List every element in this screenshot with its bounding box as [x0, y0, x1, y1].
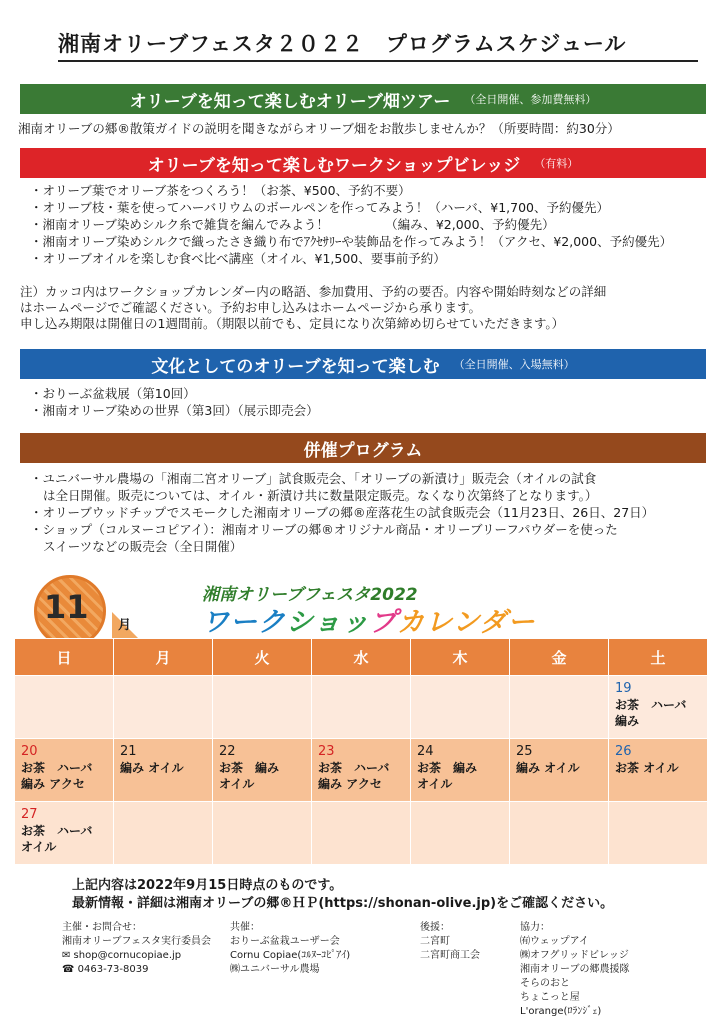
kyosai-heading-band — [20, 433, 706, 463]
footer-line: 共催： — [230, 922, 260, 933]
calendar-event: お茶 編み — [417, 761, 478, 775]
weekday-header: 金 — [510, 639, 609, 676]
workshop-item: ・ 湘南オリーブ染めシルク糸で雑貨を編んでみよう！ （編み、¥2,000、予約優先） — [30, 216, 672, 233]
calendar-week-row — [15, 739, 708, 802]
calendar-title-part: ショッ — [286, 607, 370, 638]
calendar-day-cell — [510, 676, 609, 739]
calendar-week-row — [15, 802, 708, 865]
footer-line: おりーぶ盆栽ユーザー会 — [230, 936, 340, 947]
kyosai-line: ・ ショップ（コルヌーコピアイ）：湘南オリーブの郷®オリジナル商品・オリーブリーフパウダーを使った — [30, 521, 654, 538]
workshop-item: ・ オリーブ葉でオリーブ茶をつくろう！（お茶、¥500、予約不要） — [30, 182, 672, 199]
workshop-heading: オリーブを知って楽しむワークショップビレッジ — [147, 155, 521, 176]
weekday-header: 木 — [411, 639, 510, 676]
footer-line: ㈱オフグリッドビレッジ — [520, 950, 629, 961]
calendar-day-cell — [411, 802, 510, 865]
culture-heading: 文化としてのオリーブを知って楽しむ — [151, 356, 440, 377]
tour-subheading: （全日開催、参加費無料） — [464, 93, 597, 106]
note-line: 申し込み期限は開催日の1週間前。（期限以前でも、定員になり次第締め切らせていただきます。） — [20, 316, 565, 331]
workshop-note — [20, 284, 606, 332]
weekday-header: 水 — [312, 639, 411, 676]
calendar-day-cell — [15, 739, 114, 802]
footer-line: 協力： — [520, 922, 550, 933]
weekday-header: 火 — [213, 639, 312, 676]
calendar-event: お茶 ハーバ — [21, 761, 93, 775]
calendar-event: お茶 ハーバ — [615, 698, 687, 712]
footer-line: 主催・お問合せ： — [62, 922, 142, 933]
calendar-event: オイル — [417, 777, 453, 791]
calendar-day-cell — [114, 676, 213, 739]
note-line: 注）カッコ内はワークショップカレンダー内の略語、参加費用、予約の要否。内容や開始時刻などの詳細 — [20, 284, 607, 299]
note-line: はホームページでご確認ください。予約お申し込みはホームページから承ります。 — [20, 300, 482, 315]
weekday-header: 日 — [15, 639, 114, 676]
kyosai-heading: 併催プログラム — [303, 440, 423, 461]
month-number: 11 — [44, 588, 89, 626]
culture-list — [30, 385, 319, 419]
calendar-event: お茶 ハーバ — [318, 761, 390, 775]
footer-line: ㈱ユニバーサル農場 — [230, 964, 320, 975]
calendar-title-part: ワーク — [202, 607, 286, 638]
calendar-title-part: カレンダー — [397, 607, 536, 638]
calendar-day-cell — [213, 802, 312, 865]
calendar-day-cell — [312, 739, 411, 802]
kyosai-line: ・ ユニバーサル農場の「湘南二宮オリーブ」試食販売会、「オリーブの新漬け」販売会（オイルの試食 — [30, 470, 654, 487]
tour-heading: オリーブを知って楽しむオリーブ畑ツアー — [129, 91, 451, 112]
workshop-subheading: （有料） — [534, 157, 579, 170]
kyosai-line: ・ オリーブウッドチップでスモークした湘南オリーブの郷®産落花生の試食販売会（11月23日、26日、27日） — [30, 504, 654, 521]
workshop-item: ・ オリーブ枝・葉を使ってハーバリウムのボールペンを作ってみよう！（ハーバ、¥1,700、予約優先） — [30, 199, 672, 216]
calendar-day-cell — [411, 676, 510, 739]
calendar-day-number: 25 — [516, 744, 533, 759]
calendar-day-cell — [213, 676, 312, 739]
footer-line: 湘南オリーブの郷農援隊 — [520, 964, 630, 975]
footer-phone: ☎ 0463-73-8039 — [62, 964, 149, 975]
calendar-event: 編み — [615, 714, 640, 728]
info-line: 最新情報・詳細は湘南オリーブの郷®ＨＰ(https://shonan-olive.jp)をご確認ください。 — [72, 896, 614, 911]
footer-line: 湘南オリーブフェスタ実行委員会 — [62, 936, 211, 947]
calendar-week-row — [15, 676, 708, 739]
culture-heading-band — [20, 349, 706, 379]
page-title: 湘南オリーブフェスタ２０２２ プログラムスケジュール — [58, 28, 698, 62]
calendar-event: お茶 オイル — [615, 761, 679, 775]
culture-item: ・ おりーぶ盆栽展（第10回） — [30, 385, 319, 402]
workshop-item: ・ オリーブオイルを楽しむ食べ比べ講座（オイル、¥1,500、要事前予約） — [30, 250, 672, 267]
workshop-heading-band — [20, 148, 706, 178]
calendar-day-cell — [213, 739, 312, 802]
calendar-event: 編み アクセ — [21, 777, 85, 791]
calendar-day-cell — [609, 676, 708, 739]
festa-name: 湘南オリーブフェスタ2022 — [202, 585, 418, 605]
calendar-day-number: 23 — [318, 744, 335, 759]
calendar-event: お茶 ハーバ — [21, 824, 93, 838]
calendar-day-cell — [510, 802, 609, 865]
calendar-day-cell — [312, 802, 411, 865]
calendar-day-number: 26 — [615, 744, 632, 759]
tour-description: 湘南オリーブの郷®散策ガイドの説明を聞きながらオリーブ畑をお散歩しませんか？（所要時間：約30分） — [18, 121, 620, 136]
calendar-day-cell — [15, 802, 114, 865]
kyosai-line: は全日開催。販売については、オイル・新漬け共に数量限定販売。なくなり次第終了となります。） — [43, 488, 598, 503]
footer-support — [420, 921, 480, 963]
info-line: 上記内容は2022年9月15日時点のものです。 — [72, 878, 343, 893]
calendar-event: 編み オイル — [516, 761, 580, 775]
calendar-day-number: 22 — [219, 744, 236, 759]
calendar-title — [202, 600, 535, 639]
calendar-day-cell — [114, 802, 213, 865]
calendar-event: オイル — [219, 777, 255, 791]
calendar-day-number: 19 — [615, 681, 632, 696]
footer-line: ちょこっと屋 — [520, 992, 580, 1003]
workshop-calendar — [14, 638, 708, 865]
calendar-title-part: プ — [369, 607, 398, 638]
calendar-event: お茶 編み — [219, 761, 280, 775]
tour-heading-band — [20, 84, 706, 114]
calendar-day-number: 24 — [417, 744, 434, 759]
month-label: 月 — [118, 618, 132, 633]
calendar-day-cell — [312, 676, 411, 739]
workshop-list — [30, 182, 672, 267]
culture-item: ・ 湘南オリーブ染めの世界（第3回）（展示即売会） — [30, 402, 319, 419]
weekday-header: 月 — [114, 639, 213, 676]
calendar-event: 編み オイル — [120, 761, 184, 775]
footer-organizer — [62, 921, 211, 977]
calendar-event: 編み アクセ — [318, 777, 382, 791]
footer-email: ✉ shop@cornucopiae.jp — [62, 950, 182, 961]
footer-cosponsor — [230, 921, 350, 977]
footer-line: Cornu Copiae(ｺﾙﾇｰｺﾋﾟｱｲ) — [230, 950, 351, 961]
weekday-header: 土 — [609, 639, 708, 676]
footer-line: L'orange(ﾛﾗﾝｼﾞｪ) — [520, 1006, 602, 1017]
footer-line: ㈲ウェップアイ — [520, 936, 589, 947]
footer-line: 後援： — [420, 922, 450, 933]
calendar-day-cell — [609, 739, 708, 802]
calendar-day-number: 21 — [120, 744, 137, 759]
calendar-day-cell — [510, 739, 609, 802]
calendar-day-cell — [411, 739, 510, 802]
calendar-day-number: 20 — [21, 744, 38, 759]
calendar-day-number: 27 — [21, 807, 38, 822]
calendar-event: オイル — [21, 840, 57, 854]
calendar-day-cell — [609, 802, 708, 865]
kyosai-line: スイーツなどの販売会（全日開催） — [43, 539, 243, 554]
kyosai-list — [30, 470, 654, 555]
calendar-day-cell — [114, 739, 213, 802]
footer-line: 二宮町商工会 — [420, 950, 480, 961]
culture-subheading: （全日開催、入場無料） — [453, 358, 575, 371]
calendar-day-cell — [15, 676, 114, 739]
footer-cooperation — [520, 921, 630, 1019]
footer-line: 二宮町 — [420, 936, 450, 947]
footer-line: そらのおと — [520, 978, 570, 989]
weekday-header-row — [15, 639, 708, 676]
workshop-item: ・ 湘南オリーブ染めシルクで織ったさき織り布でｱｸｾｻﾘｰや装飾品を作ってみよう！（アクセ、¥2,000、予約優先） — [30, 233, 672, 250]
info-block — [72, 877, 613, 913]
